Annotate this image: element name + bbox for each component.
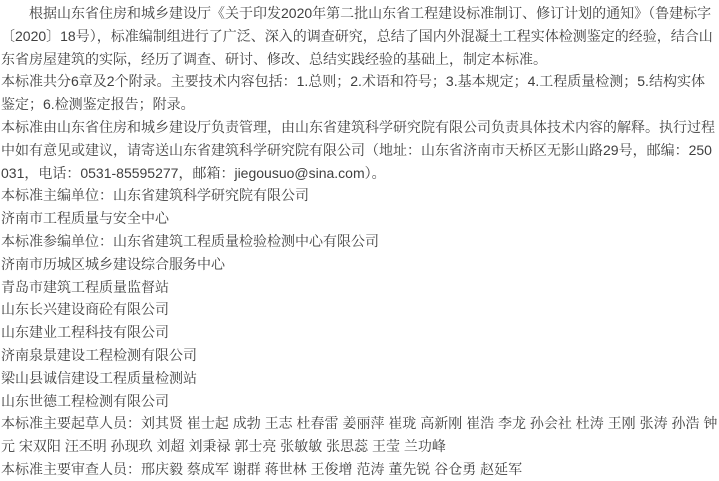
paragraph-structure-overview: 本标准共分6章及2个附录。主要技术内容包括：1.总则；2.术语和符号；3.基本规定；4.工程质量检测；5.结构实体鉴定；6.检测鉴定报告；附录。	[1, 73, 705, 113]
line-participating-unit-8: 山东世德工程检测有限公司	[1, 392, 169, 409]
line-participating-unit-4: 山东长兴建设商砼有限公司	[1, 301, 169, 318]
line-participating-unit-6: 济南泉景建设工程检测有限公司	[1, 346, 197, 363]
line-chief-editor-unit: 本标准主编单位：山东省建筑科学研究院有限公司	[1, 187, 309, 204]
line-participating-unit-3: 青岛市建筑工程质量监督站	[1, 278, 169, 295]
paragraph-drafting-basis: 根据山东省住房和城乡建设厅《关于印发2020年第二批山东省工程建设标准制订、修订计划的通知》（鲁建标字〔2020〕18号），标准编制组进行了广泛、深入的调查研究，总结了国内外混凝土工程实体检测鉴定的经验，结合山东省房屋建筑的实际，经历了调查、研讨、修改、总结实践经验的基础上，制定本标准。	[1, 5, 713, 67]
line-participating-unit-1: 本标准参编单位：山东省建筑工程质量检验检测中心有限公司	[1, 232, 379, 249]
paragraph-management-contact: 本标准由山东省住房和城乡建设厅负责管理，由山东省建筑科学研究院有限公司负责具体技术内容的解释。执行过程中如有意见或建议，请寄送山东省建筑科学研究院有限公司（地址：山东省济南市天桥区无影山路29号，邮编：250031，电话：0531-85595277，邮箱：jiegousuo@sina.com）。	[1, 118, 715, 181]
line-participating-unit-5: 山东建业工程科技有限公司	[1, 324, 169, 341]
line-participating-unit-7: 梁山县诚信建设工程质量检测站	[1, 369, 197, 386]
paragraph-main-drafters: 本标准主要起草人员：刘其贤 崔士起 成勃 王志 杜春雷 姜丽萍 崔珑 高新刚 崔浩 李龙 孙会社 杜涛 王刚 张涛 孙浩 钟元 宋双阳 汪丕明 孙现玖 刘超 刘秉禄 郭士亮 张敏敏 张思蕊 王莹 兰功峰	[1, 415, 718, 455]
line-participating-unit-2: 济南市历城区城乡建设综合服务中心	[1, 255, 225, 272]
paragraph-main-reviewers: 本标准主要审查人员：邢庆毅 蔡成军 谢群 蒋世林 王俊增 范涛 董先锐 谷仓勇 赵延军	[1, 460, 523, 477]
line-chief-editor-unit-2: 济南市工程质量与安全中心	[1, 210, 169, 227]
